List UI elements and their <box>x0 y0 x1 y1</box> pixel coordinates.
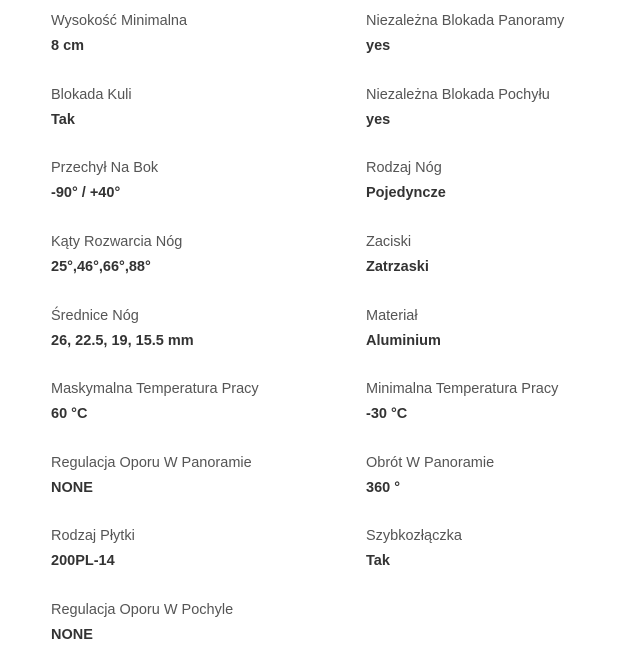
spec-label: Szybkozłączka <box>366 528 462 544</box>
spec-value: Tak <box>366 553 390 569</box>
spec-value: Tak <box>51 112 75 128</box>
spec-min-height <box>51 12 311 55</box>
spec-max-temperature <box>51 380 311 423</box>
spec-pan-drag <box>51 454 311 497</box>
spec-independent-pan-lock <box>366 12 621 55</box>
spec-value: 60 °C <box>51 406 88 422</box>
spec-label: Rodzaj Płytki <box>51 528 135 544</box>
spec-value: 26, 22.5, 19, 15.5 mm <box>51 333 194 349</box>
spec-leg-diameters <box>51 307 311 350</box>
spec-value: -90° / +40° <box>51 185 121 201</box>
spec-label: Kąty Rozwarcia Nóg <box>51 234 183 250</box>
spec-label: Przechył Na Bok <box>51 160 159 176</box>
spec-value: Zatrzaski <box>366 259 429 275</box>
spec-value: Aluminium <box>366 333 441 349</box>
spec-label: Niezależna Blokada Pochyłu <box>366 87 550 103</box>
spec-material <box>366 307 621 350</box>
spec-value: -30 °C <box>366 406 408 422</box>
spec-label: Niezależna Blokada Panoramy <box>366 13 565 29</box>
spec-value: yes <box>366 112 391 128</box>
spec-leg-type <box>366 159 621 202</box>
spec-plate-type <box>51 527 311 570</box>
spec-label: Zaciski <box>366 234 412 250</box>
spec-value: 360 ° <box>366 480 401 496</box>
spec-side-tilt <box>51 159 311 202</box>
spec-independent-tilt-lock <box>366 86 621 129</box>
spec-tilt-drag <box>51 601 311 644</box>
spec-value: 8 cm <box>51 38 85 54</box>
spec-ball-lock <box>51 86 311 129</box>
spec-value: yes <box>366 38 391 54</box>
spec-value: 25°,46°,66°,88° <box>51 259 151 275</box>
spec-label: Maskymalna Temperatura Pracy <box>51 381 259 397</box>
spec-label: Regulacja Oporu W Pochyle <box>51 602 234 618</box>
spec-leg-angles <box>51 233 311 276</box>
spec-min-temperature <box>366 380 621 423</box>
spec-pan-rotation <box>366 454 621 497</box>
spec-label: Materiał <box>366 308 418 324</box>
spec-clamps <box>366 233 621 276</box>
spec-label: Minimalna Temperatura Pracy <box>366 381 559 397</box>
spec-quick-release <box>366 527 621 570</box>
spec-label: Rodzaj Nóg <box>366 160 442 176</box>
spec-label: Regulacja Oporu W Panoramie <box>51 455 252 471</box>
spec-value: 200PL-14 <box>51 553 115 569</box>
spec-value: NONE <box>51 627 93 643</box>
spec-value: NONE <box>51 480 93 496</box>
spec-label: Wysokość Minimalna <box>51 13 188 29</box>
spec-label: Średnice Nóg <box>51 308 139 324</box>
spec-label: Blokada Kuli <box>51 87 132 103</box>
spec-value: Pojedyncze <box>366 185 446 201</box>
spec-label: Obrót W Panoramie <box>366 455 495 471</box>
